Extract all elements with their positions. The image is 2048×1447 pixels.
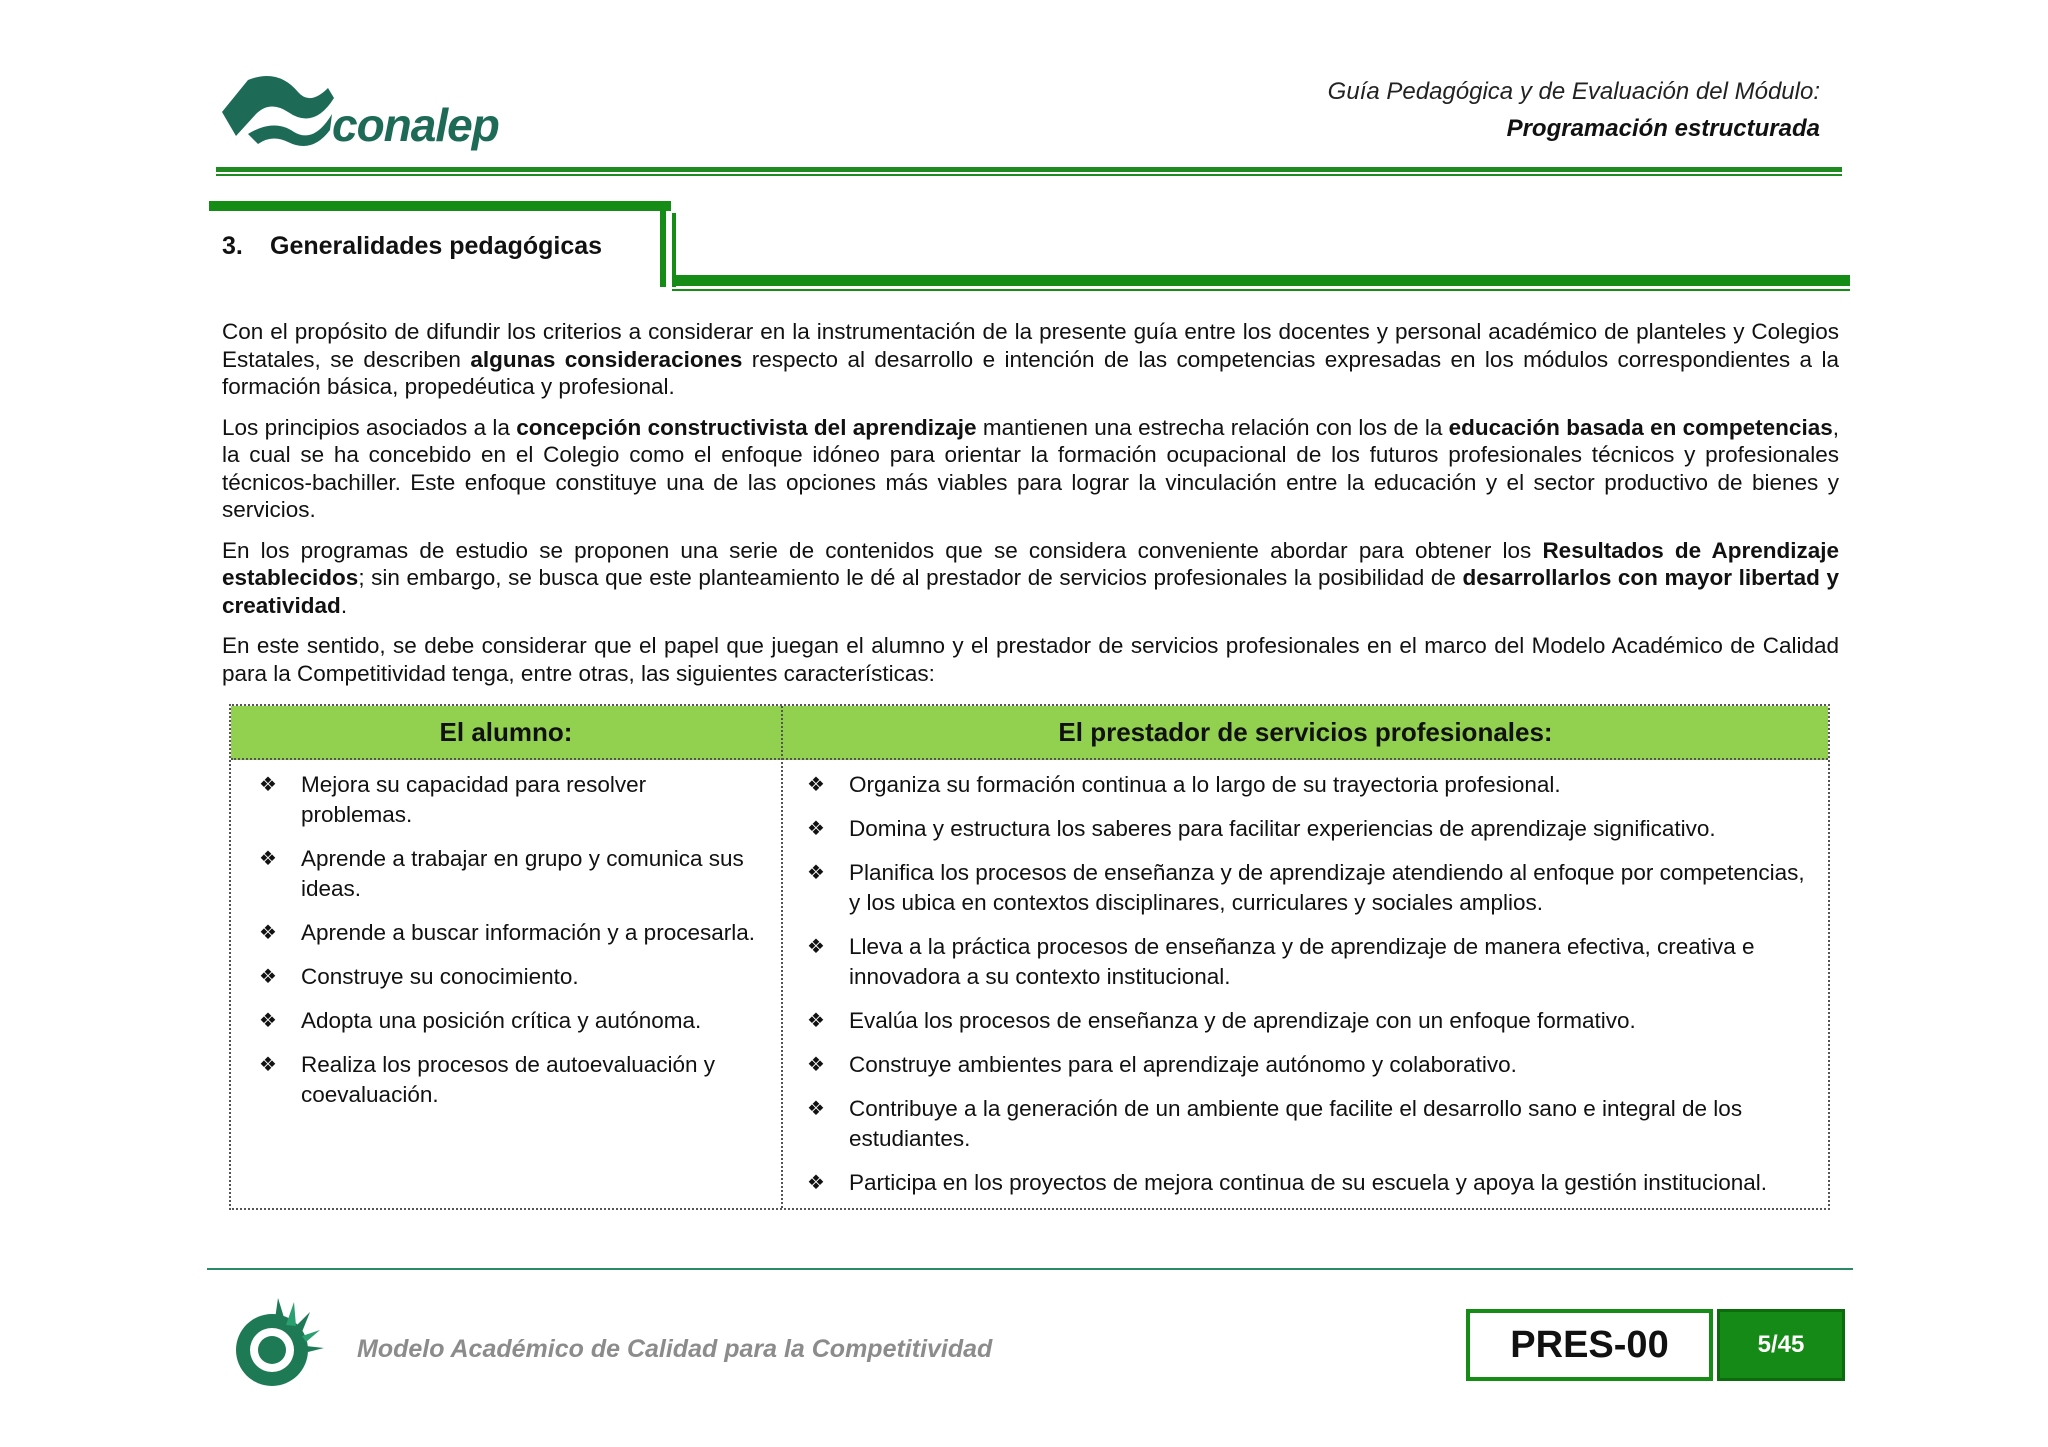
list-item-text: Participa en los proyectos de mejora continua de su escuela y apoya la gestión institucional. <box>849 1170 1768 1195</box>
diamond-bullet-icon: ❖ <box>807 1054 825 1076</box>
model-text: Modelo Académico de Calidad para la Competitividad <box>357 1335 993 1363</box>
section-number: 3. <box>222 232 243 260</box>
list-item <box>259 918 759 948</box>
text-run: , la cual se ha concebido en el Colegio como el enfoque idóneo para orientar la formación ocupacional de los futuros profesionales técnicos y profesionales técnicos-bachiller. Este enfoque constituye una de las opciones más viables para lograr la vinculación entre la educación y el sector productivo de bienes y servicios. <box>222 414 1839 522</box>
section-top-rule <box>209 201 671 211</box>
conalep-logo-icon <box>218 72 338 147</box>
list-item-text: Contribuye a la generación de un ambiente que facilite el desarrollo sano e integral de los estudiantes. <box>849 1096 1743 1151</box>
diamond-bullet-icon: ❖ <box>807 818 825 840</box>
text-run: Los principios asociados a la <box>222 414 517 440</box>
model-seal-icon <box>226 1290 332 1390</box>
list-item <box>259 962 759 992</box>
header-student: El alumno: <box>439 717 573 747</box>
list-item-text: Planifica los procesos de enseñanza y de aprendizaje atendiendo al enfoque por competencias, y los ubica en contextos disciplinares, curriculares y sociales amplios. <box>849 860 1805 915</box>
diamond-bullet-icon: ❖ <box>807 936 825 958</box>
diamond-bullet-icon: ❖ <box>807 1172 825 1194</box>
list-item <box>807 1050 1807 1080</box>
diamond-bullet-icon: ❖ <box>259 1054 277 1076</box>
diamond-bullet-icon: ❖ <box>259 922 277 944</box>
list-item <box>807 770 1807 800</box>
bold-run: concepción constructivista del aprendizaje <box>516 414 977 440</box>
text-run: En este sentido, se debe considerar que el papel que juegan el alumno y el prestador de servicios profesionales en el marco del Modelo Académico de Calidad para la Competitividad tenga, entre otras, las siguientes características: <box>222 633 1839 686</box>
guide-title: Guía Pedagógica y de Evaluación del Módulo: <box>1327 78 1820 105</box>
header-rule <box>216 167 1842 172</box>
list-item-text: Construye su conocimiento. <box>301 964 579 989</box>
diamond-bullet-icon: ❖ <box>259 848 277 870</box>
list-item-text: Adopta una posición crítica y autónoma. <box>301 1008 702 1033</box>
list-item-text: Evalúa los procesos de enseñanza y de aprendizaje con un enfoque formativo. <box>849 1008 1636 1033</box>
list-item-text: Aprende a buscar información y a procesarla. <box>301 920 755 945</box>
paragraph <box>222 414 1839 524</box>
text-run: . <box>340 592 348 618</box>
diamond-bullet-icon: ❖ <box>259 1010 277 1032</box>
diamond-bullet-icon: ❖ <box>259 966 277 988</box>
text-run: ; sin embargo, se busca que este planteamiento le dé al prestador de servicios profesionales la posibilidad de <box>358 565 1463 590</box>
section-divider <box>660 201 666 287</box>
section-title <box>222 232 602 261</box>
column-divider <box>781 706 783 1208</box>
paragraph <box>222 318 1839 401</box>
diamond-bullet-icon: ❖ <box>807 862 825 884</box>
diamond-bullet-icon: ❖ <box>807 1010 825 1032</box>
logo-wordmark: conalep <box>332 99 499 151</box>
student-list <box>259 770 759 1124</box>
list-item <box>259 1050 759 1110</box>
paragraph <box>222 537 1839 620</box>
list-item <box>259 844 759 904</box>
footer-rule <box>207 1268 1853 1270</box>
list-item <box>807 1006 1807 1036</box>
bold-run: algunas consideraciones <box>470 346 743 372</box>
paragraph <box>222 632 1839 687</box>
list-item-text: Organiza su formación continua a lo largo de su trayectoria profesional. <box>849 772 1561 797</box>
text-run: respecto al desarrollo e intención de las competencias expresadas en los módulos correspondientes a la formación básica, propedéutica y profesional. <box>222 346 1839 399</box>
list-item-text: Lleva a la práctica procesos de enseñanza y de aprendizaje de manera efectiva, creativa e innovadora a su contexto institucional. <box>849 934 1755 989</box>
model-seal <box>226 1290 332 1390</box>
list-item-text: Mejora su capacidad para resolver problemas. <box>301 772 647 827</box>
list-item <box>807 932 1807 992</box>
bold-run: educación basada en competencias <box>1448 414 1833 440</box>
header-provider: El prestador de servicios profesionales: <box>1058 717 1553 747</box>
diamond-bullet-icon: ❖ <box>807 774 825 796</box>
page-number: 5/45 <box>1717 1309 1845 1381</box>
bold-run: desarrollarlos con mayor libertad y creatividad <box>222 565 1839 618</box>
list-item <box>259 770 759 830</box>
document-code: PRES-00 <box>1466 1309 1713 1381</box>
diamond-bullet-icon: ❖ <box>807 1098 825 1120</box>
body-text <box>222 318 1839 700</box>
header-rule-thin <box>216 174 1842 176</box>
list-item <box>807 858 1807 918</box>
provider-list <box>807 770 1807 1212</box>
list-item-text: Aprende a trabajar en grupo y comunica sus ideas. <box>301 846 744 901</box>
list-item-text: Realiza los procesos de autoevaluación y coevaluación. <box>301 1052 715 1107</box>
list-item <box>259 1006 759 1036</box>
module-name: Programación estructurada <box>1506 115 1820 142</box>
roles-table <box>229 704 1830 1210</box>
list-item-text: Construye ambientes para el aprendizaje autónomo y colaborativo. <box>849 1052 1517 1077</box>
section-bottom-rule <box>672 275 1850 286</box>
bold-run: Resultados de Aprendizaje establecidos <box>222 537 1839 590</box>
list-item <box>807 1094 1807 1154</box>
text-run: mantienen una estrecha relación con los de la <box>976 414 1449 440</box>
diamond-bullet-icon: ❖ <box>259 774 277 796</box>
text-run: Con el propósito de difundir los criterios a considerar en la instrumentación de la presente guía entre los docentes y personal académico de planteles y Colegios Estatales, se describen <box>222 319 1839 372</box>
list-item <box>807 814 1807 844</box>
text-run: En los programas de estudio se proponen una serie de contenidos que se considera conveniente abordar para obtener los <box>222 537 1543 563</box>
list-item <box>807 1168 1807 1198</box>
section-title-text: Generalidades pedagógicas <box>270 232 603 260</box>
section-bottom-rule-thin <box>672 289 1850 291</box>
list-item-text: Domina y estructura los saberes para facilitar experiencias de aprendizaje significativo. <box>849 816 1716 841</box>
